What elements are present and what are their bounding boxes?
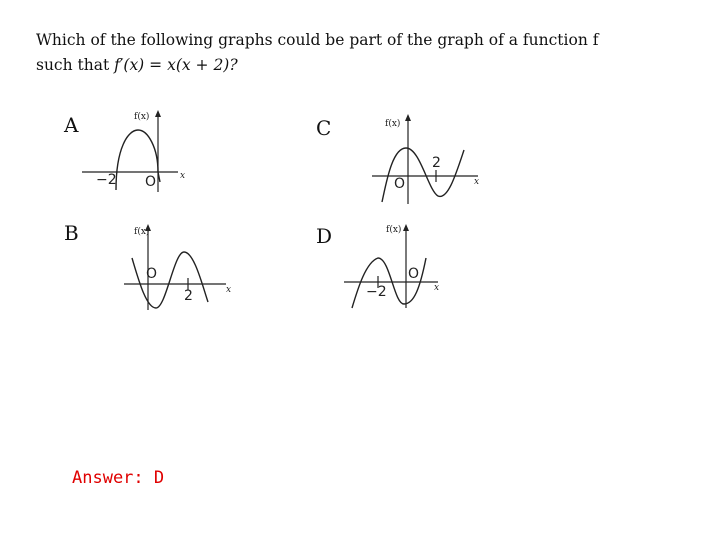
question-line-2-prefix: such that bbox=[36, 56, 115, 74]
question-line-2 bbox=[36, 53, 598, 78]
curve bbox=[382, 148, 464, 202]
y-axis-arrow-icon bbox=[155, 110, 161, 117]
option-d-graph bbox=[342, 218, 462, 313]
option-a-label: A bbox=[64, 113, 79, 137]
tick-label-neg2: −2 bbox=[366, 284, 387, 300]
y-axis-label: f(x) bbox=[134, 227, 150, 237]
y-axis-label: f(x) bbox=[386, 225, 402, 235]
option-b-label: B bbox=[64, 221, 79, 245]
tick-label-neg2: −2 bbox=[96, 172, 117, 188]
answer-text: Answer: D bbox=[72, 468, 165, 488]
tick-label-2: 2 bbox=[432, 155, 441, 171]
x-axis-label: x bbox=[226, 285, 232, 295]
option-c-label: C bbox=[316, 116, 332, 140]
y-axis-arrow-icon bbox=[405, 114, 411, 121]
y-axis-label: f(x) bbox=[134, 112, 150, 122]
question-equation: f′(x) = x(x + 2)? bbox=[114, 56, 238, 74]
option-a-graph bbox=[80, 108, 200, 193]
y-axis-label: f(x) bbox=[385, 119, 401, 129]
question-line-1: Which of the following graphs could be part of the graph of a function f bbox=[36, 31, 599, 49]
option-d-label: D bbox=[316, 224, 333, 248]
origin-label: O bbox=[408, 266, 420, 282]
x-axis-label: x bbox=[474, 177, 480, 187]
tick-label-2: 2 bbox=[184, 288, 193, 304]
curve bbox=[132, 252, 208, 308]
x-axis-label: x bbox=[180, 171, 186, 181]
question-text bbox=[36, 28, 598, 78]
option-b-graph bbox=[122, 222, 242, 314]
origin-label: O bbox=[146, 266, 158, 282]
y-axis-arrow-icon bbox=[403, 224, 409, 231]
origin-label: O bbox=[145, 174, 157, 190]
origin-label: O bbox=[394, 176, 406, 192]
x-axis-label: x bbox=[434, 283, 440, 293]
option-c-graph bbox=[370, 112, 500, 207]
